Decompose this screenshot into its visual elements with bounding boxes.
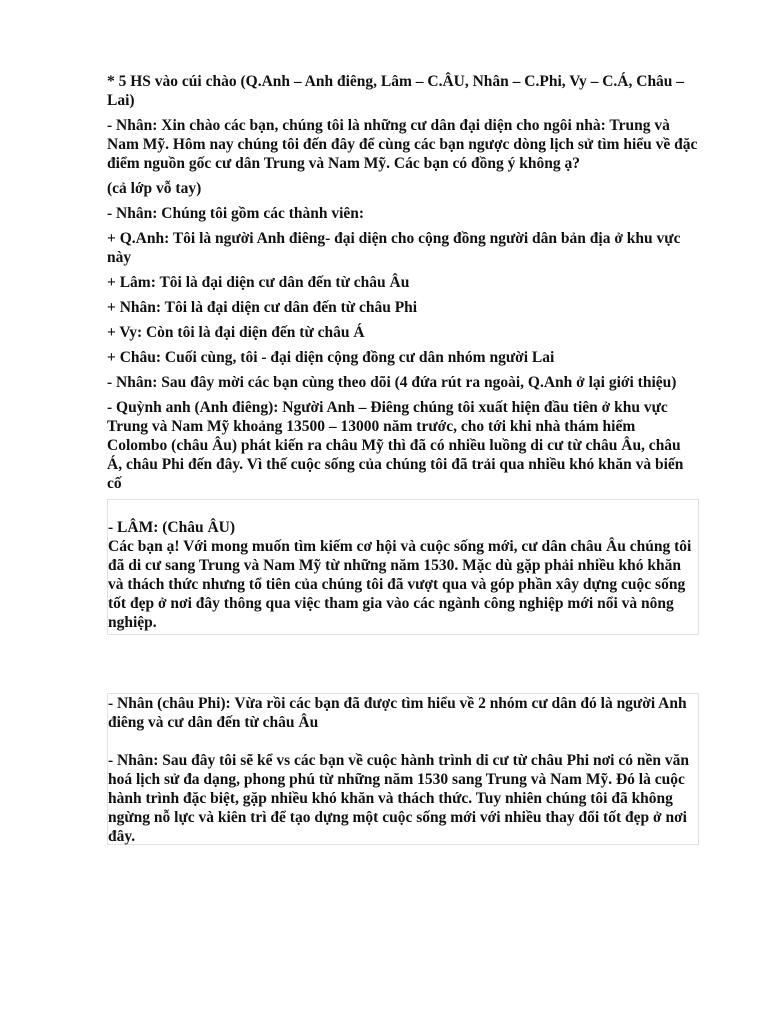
nhan-africa-intro: - Nhân (châu Phi): Vừa rồi các bạn đã được tìm hiểu về 2 nhóm cư dân đó là người Anh điêng và cư dân đến từ châu Âu: [108, 695, 687, 731]
member-lam: + Lâm: Tôi là đại diện cư dân đến từ châu Âu: [107, 274, 410, 291]
nhan-text-box: [107, 693, 699, 845]
spacer: [108, 732, 698, 751]
nhan-members: - Nhân: Chúng tôi gồm các thành viên:: [107, 205, 365, 222]
document-content: [107, 72, 699, 845]
nhan-africa-speech: - Nhân: Sau đây tôi sẽ kể vs các bạn về cuộc hành trình di cư từ châu Phi nơi có nền văn hoá lịch sử đa dạng, phong phú từ những năm 1530 sang Trung và Nam Mỹ. Đó là cuộc hành trình đặc biệt, gặp nhiều khó khăn và thách thức. Tuy nhiên chúng tôi đã không ngừng nỗ lực và kiên trì để tạo dựng một cuộc sống mới với nhiều thay đổi tốt đẹp ở nơi đây.: [108, 752, 689, 845]
nhan-greeting: - Nhân: Xin chào các bạn, chúng tôi là những cư dân đại diện cho ngôi nhà: Trung và Nam Mỹ. Hôm nay chúng tôi đến đây để cùng các bạn ngược dòng lịch sử tìm hiểu về đặc điểm nguồn gốc cư dân Trung và Nam Mỹ. Các bạn có đồng ý không ạ?: [107, 117, 698, 172]
member-nhan: + Nhân: Tôi là đại diện cư dân đến từ châu Phi: [107, 299, 418, 316]
member-vy: + Vy: Còn tôi là đại diện đến từ châu Á: [107, 324, 365, 341]
member-qanh: + Q.Anh: Tôi là người Anh điêng- đại diện cho cộng đồng người dân bản địa ở khu vực này: [107, 230, 681, 266]
nhan-follow: - Nhân: Sau đây mời các bạn cùng theo dõi (4 đứa rút ra ngoài, Q.Anh ở lại giới thiệu): [107, 374, 677, 391]
quynh-anh-speech: - Quỳnh anh (Anh điêng): Người Anh – Điêng chúng tôi xuất hiện đầu tiên ở khu vực Trung và Nam Mỹ khoảng 13500 – 13000 năm trước, cho tới khi nhà thám hiểm Colombo (châu Âu) phát kiến ra châu Mỹ thì đã có nhiều luồng di cư từ châu Âu, châu Á, châu Phi đến đây. Vì thế cuộc sống của chúng tôi đã trải qua nhiều khó khăn và biến cố: [107, 399, 684, 492]
intro-line: * 5 HS vào cúi chào (Q.Anh – Anh điêng, Lâm – C.ÂU, Nhân – C.Phi, Vy – C.Á, Châu – Lai): [107, 73, 685, 109]
lam-heading: - LÂM: (Châu ÂU): [108, 519, 236, 536]
member-chau: + Châu: Cuối cùng, tôi - đại diện cộng đồng cư dân nhóm người Lai: [107, 349, 555, 366]
class-applause: (cả lớp vỗ tay): [107, 180, 202, 197]
lam-text-box: [107, 499, 699, 635]
lam-speech: Các bạn ạ! Với mong muốn tìm kiếm cơ hội và cuộc sống mới, cư dân châu Âu chúng tôi đã di cư sang Trung và Nam Mỹ từ những năm 1530. Mặc dù gặp phải nhiều khó khăn và thách thức nhưng tổ tiên của chúng tôi đã vượt qua và góp phần xây dựng cuộc sống tốt đẹp ở nơi đây thông qua việc tham gia vào các ngành công nghiệp mới nổi và nông nghiệp.: [108, 538, 692, 631]
